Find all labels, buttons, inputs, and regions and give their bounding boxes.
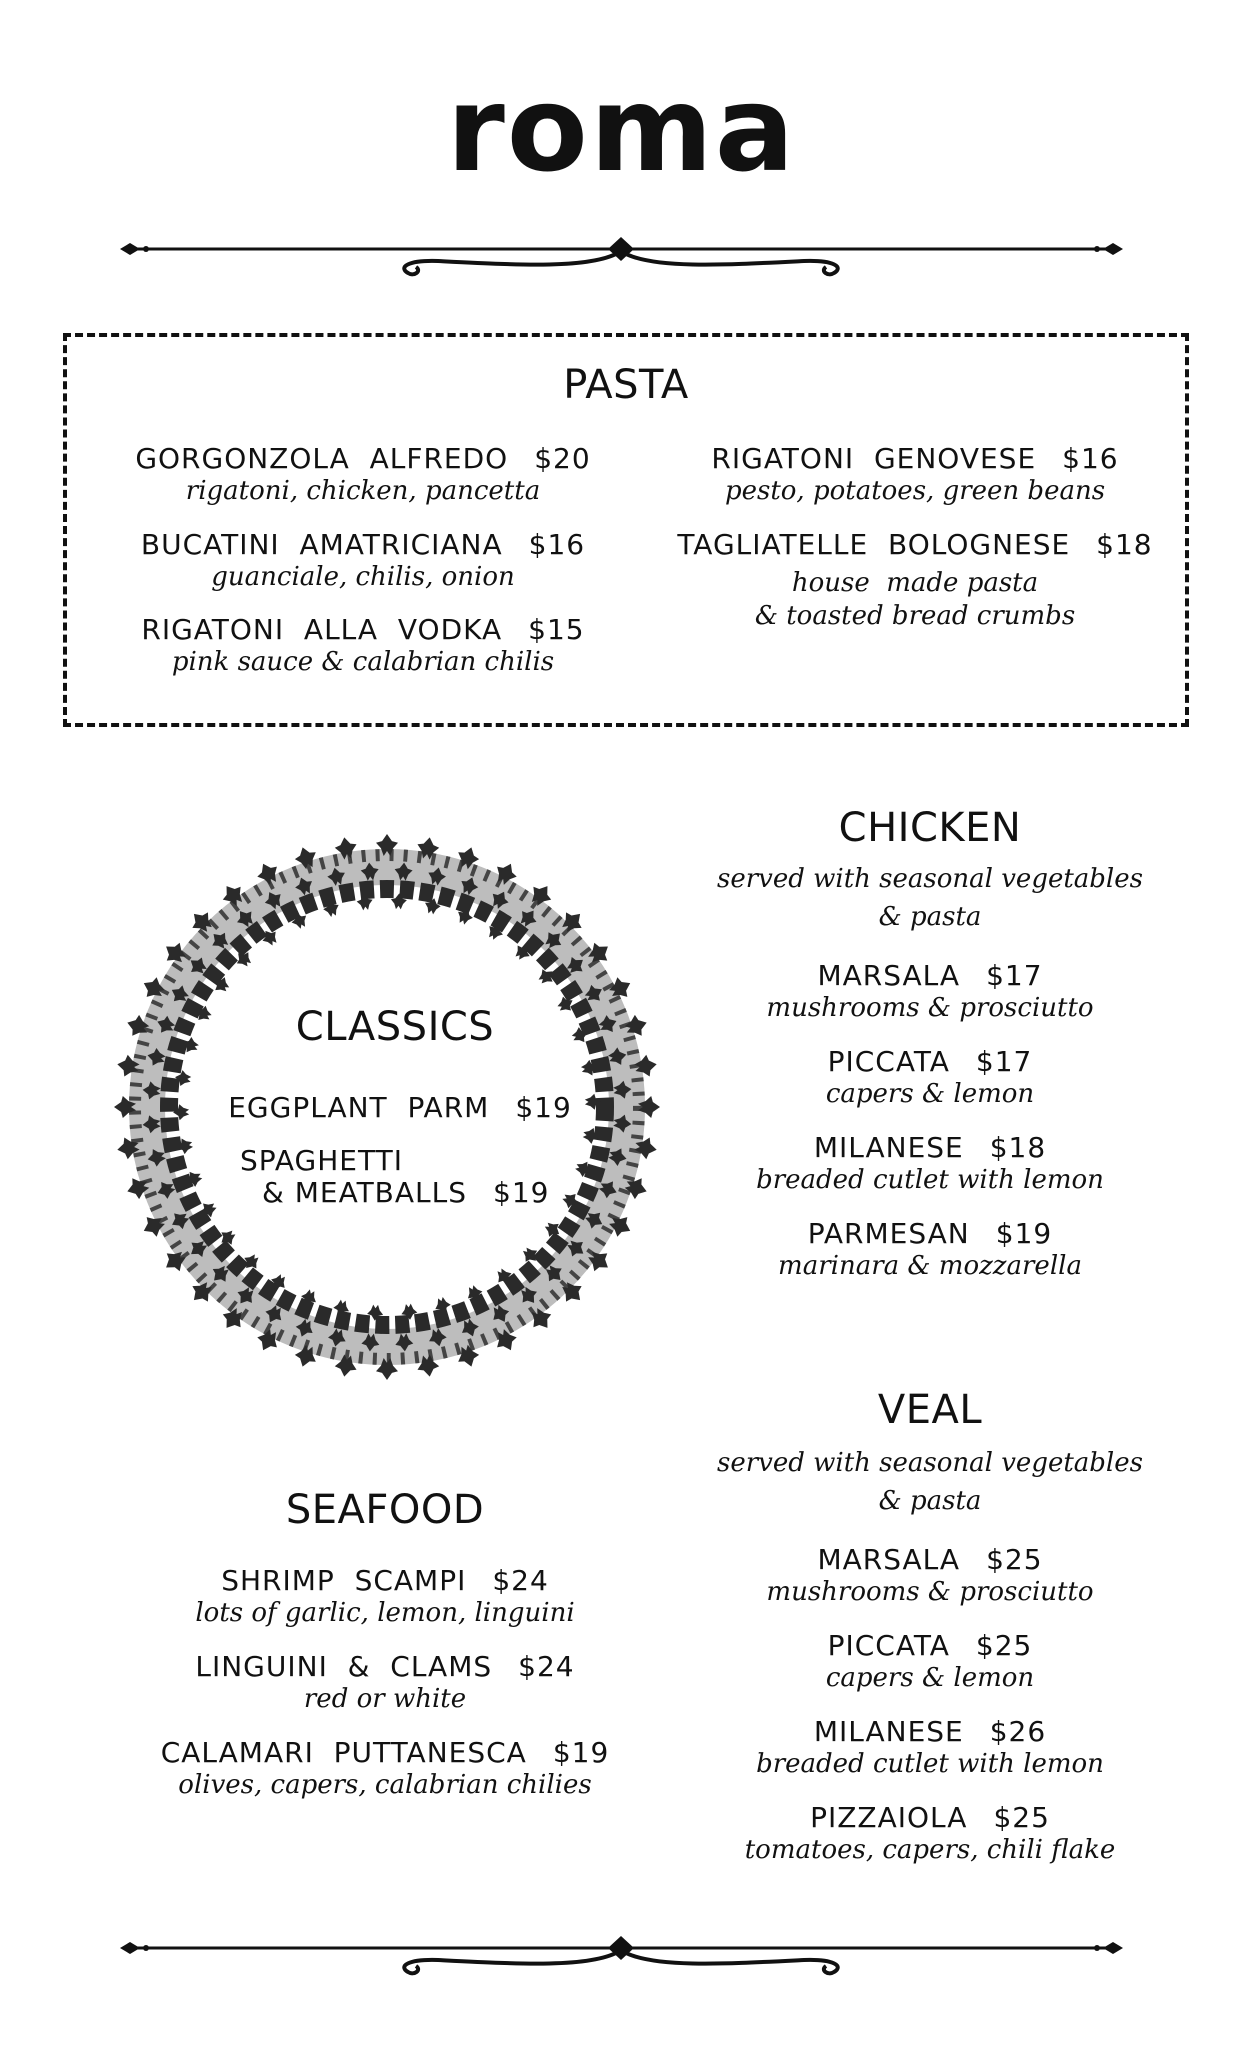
item-description: marinara & mozzarella	[778, 1251, 1082, 1282]
item-name-line	[130, 1737, 640, 1769]
item-price: $25	[993, 1801, 1050, 1834]
veal-heading: VEAL	[877, 1387, 983, 1433]
item-name-line	[700, 960, 1160, 992]
item-name: & MEATBALLS	[262, 1176, 468, 1210]
item-name-line	[130, 1651, 640, 1683]
item-description: house made pasta	[791, 568, 1039, 599]
item-name-line	[700, 1544, 1160, 1576]
menu-item	[700, 1544, 1160, 1609]
item-name: PARMESAN	[807, 1217, 970, 1250]
item-name: SHRIMP SCAMPI	[221, 1564, 467, 1597]
item-description: capers & lemon	[825, 1079, 1035, 1110]
item-name-line	[700, 1046, 1160, 1078]
classics-heading: CLASSICS	[295, 1004, 495, 1050]
item-description: capers & lemon	[825, 1663, 1035, 1694]
menu-item	[700, 1046, 1160, 1111]
item-price: $20	[534, 442, 591, 475]
menu-item	[240, 1144, 550, 1210]
item-price: $15	[528, 613, 585, 646]
item-name: TAGLIATELLE BOLOGNESE	[677, 528, 1071, 561]
item-name-line	[98, 443, 628, 475]
item-name: RIGATONI ALLA VODKA	[141, 613, 503, 646]
item-name: MILANESE	[813, 1715, 964, 1748]
menu-item	[650, 443, 1180, 508]
chicken-note: & pasta	[878, 902, 982, 932]
item-description: mushrooms & prosciutto	[766, 1577, 1094, 1608]
menu-item	[700, 1716, 1160, 1781]
item-price: $18	[989, 1131, 1047, 1164]
menu-item	[98, 443, 628, 508]
item-description: pink sauce & calabrian chilis	[171, 647, 555, 678]
item-name: MARSALA	[817, 1543, 961, 1576]
ornamental-divider-icon	[118, 225, 1125, 285]
item-description: pesto, potatoes, green beans	[724, 476, 1106, 507]
item-description: mushrooms & prosciutto	[766, 993, 1094, 1024]
item-price: $25	[975, 1629, 1033, 1662]
item-description: red or white	[303, 1684, 467, 1715]
item-price: $19	[552, 1736, 610, 1769]
item-price: $16	[528, 528, 586, 561]
item-name-line	[98, 529, 628, 561]
item-description: breaded cutlet with lemon	[756, 1165, 1104, 1196]
menu-item	[98, 614, 628, 679]
item-name: EGGPLANT PARM	[228, 1091, 490, 1124]
item-description: & toasted bread crumbs	[754, 600, 1076, 631]
menu-item	[98, 529, 628, 594]
menu-item	[700, 960, 1160, 1025]
item-description: olives, capers, calabrian chilies	[178, 1770, 592, 1801]
item-name: MILANESE	[813, 1131, 964, 1164]
chicken-note: served with seasonal vegetables	[717, 864, 1143, 894]
item-name-line	[130, 1565, 640, 1597]
item-name-line	[700, 1716, 1160, 1748]
menu-item	[700, 1802, 1160, 1867]
ornamental-divider-icon	[118, 1924, 1125, 1984]
item-name-line	[98, 614, 628, 646]
item-price: $26	[989, 1715, 1047, 1748]
item-price: $24	[518, 1650, 575, 1683]
item-price: $18	[1096, 528, 1153, 561]
item-price: $19	[515, 1091, 572, 1124]
menu-item	[130, 1651, 640, 1716]
item-name: SPAGHETTI	[240, 1144, 403, 1177]
item-name: PICCATA	[827, 1045, 950, 1078]
item-name-line	[650, 443, 1180, 475]
item-price: $24	[492, 1564, 549, 1597]
item-name-line	[700, 1132, 1160, 1164]
item-name-line	[700, 1218, 1160, 1250]
seafood-heading: SEAFOOD	[285, 1487, 485, 1533]
menu-item	[220, 1092, 580, 1124]
item-price: $19	[995, 1217, 1053, 1250]
restaurant-title: roma	[446, 60, 797, 198]
item-name-line	[240, 1176, 550, 1210]
item-name: RIGATONI GENOVESE	[711, 442, 1037, 475]
item-description: tomatoes, capers, chili flake	[744, 1835, 1116, 1866]
item-name: GORGONZOLA ALFREDO	[135, 442, 509, 475]
item-name-line	[700, 1630, 1160, 1662]
item-price: $19	[493, 1176, 550, 1210]
menu-item	[130, 1565, 640, 1630]
item-description: breaded cutlet with lemon	[756, 1749, 1104, 1780]
veal-note: & pasta	[878, 1486, 982, 1516]
item-name: LINGUINI & CLAMS	[195, 1650, 493, 1683]
menu-item	[700, 1218, 1160, 1283]
item-name: CALAMARI PUTTANESCA	[160, 1736, 527, 1769]
menu-item	[130, 1737, 640, 1802]
menu-item	[650, 529, 1180, 632]
item-description: guanciale, chilis, onion	[211, 562, 515, 593]
item-name: MARSALA	[817, 959, 961, 992]
item-name-line	[700, 1802, 1160, 1834]
item-description: lots of garlic, lemon, linguini	[195, 1598, 575, 1629]
item-price: $25	[986, 1543, 1043, 1576]
veal-note: served with seasonal vegetables	[717, 1448, 1143, 1478]
item-description: rigatoni, chicken, pancetta	[185, 476, 541, 507]
item-price: $17	[975, 1045, 1033, 1078]
item-name: PIZZAIOLA	[810, 1801, 968, 1834]
item-name: BUCATINI AMATRICIANA	[140, 528, 503, 561]
menu-item	[700, 1132, 1160, 1197]
item-price: $17	[986, 959, 1043, 992]
item-name-line	[650, 529, 1180, 561]
chicken-heading: CHICKEN	[838, 805, 1022, 851]
item-name: PICCATA	[827, 1629, 950, 1662]
item-name-line	[220, 1092, 580, 1124]
menu-item	[700, 1630, 1160, 1695]
item-price: $16	[1062, 442, 1119, 475]
pasta-heading: PASTA	[563, 362, 689, 408]
